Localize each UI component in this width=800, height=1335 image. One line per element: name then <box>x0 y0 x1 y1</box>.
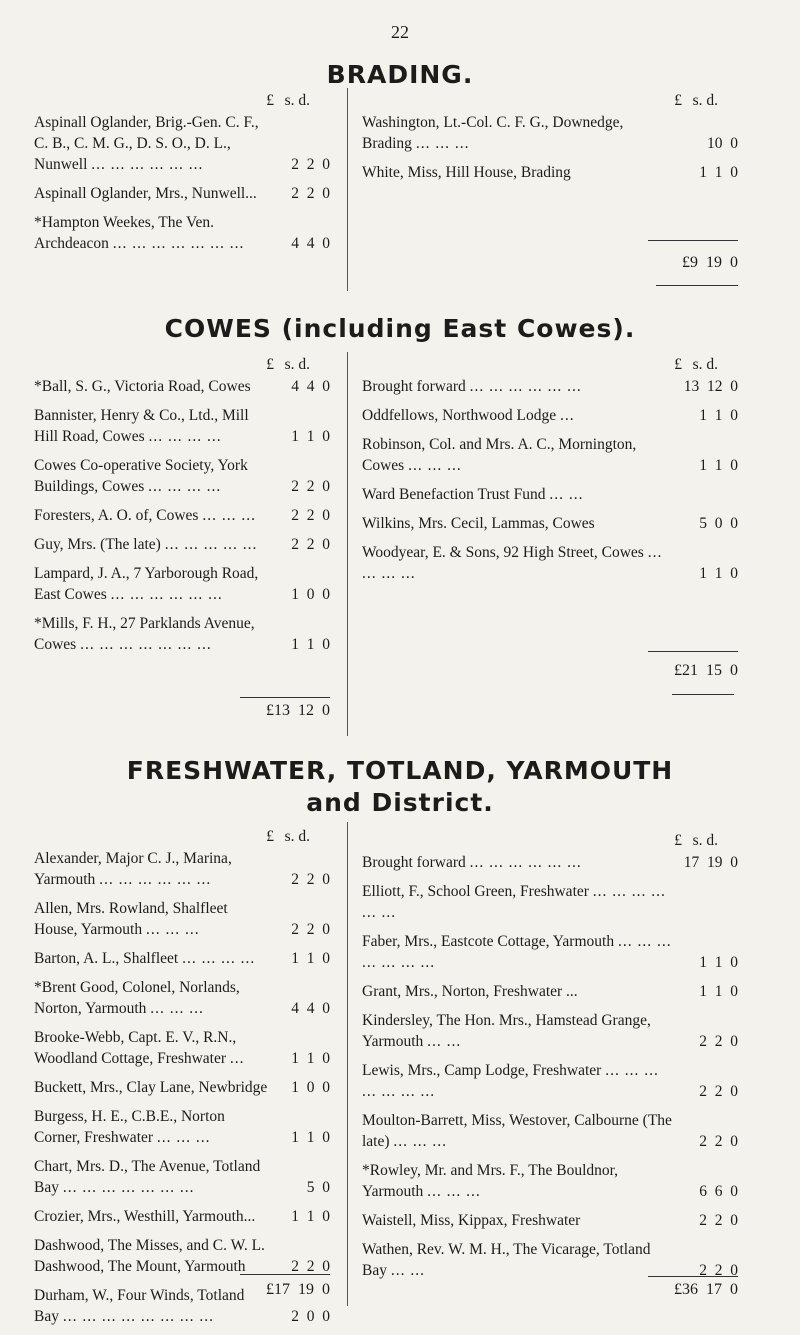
list-item <box>34 977 330 1019</box>
subscriber-name: Lewis, Mrs., Camp Lodge, Freshwater ... ... ... ... ... ... ... <box>362 1062 659 1100</box>
subscriber-name: *Rowley, Mr. and Mrs. F., The Bouldnor, Yarmouth ... ... ... <box>362 1162 619 1200</box>
subscriber-name: Kindersley, The Hon. Mrs., Hamstead Grange, Yarmouth ... ... <box>362 1012 651 1050</box>
list-item <box>362 931 738 973</box>
subscriber-name: Brought forward ... ... ... ... ... ... <box>362 854 582 871</box>
list-item <box>34 405 330 447</box>
leader-dots: ... ... ... ... ... ... ... <box>112 235 245 252</box>
list-item <box>362 1239 738 1281</box>
subscription-amount: 2 2 0 <box>699 1262 738 1279</box>
total-rule <box>648 240 738 241</box>
list-item <box>362 542 738 584</box>
subscriber-name: Bannister, Henry & Co., Ltd., Mill Hill Road, Cowes ... ... ... ... <box>34 407 249 445</box>
unit-shillings-pence: s. d. <box>284 828 310 845</box>
list-item <box>362 405 738 426</box>
list-item <box>34 1027 330 1069</box>
subscriber-name: Wathen, Rev. W. M. H., The Vicarage, Totland Bay ... ... <box>362 1241 651 1279</box>
subscriber-name: Faber, Mrs., Eastcote Cottage, Yarmouth ... ... ... ... ... ... ... <box>362 933 672 971</box>
subscriber-name: Brought forward ... ... ... ... ... ... <box>362 378 582 395</box>
leader-dots: ... ... ... <box>427 1183 481 1200</box>
list-item <box>362 852 738 873</box>
list-item <box>362 1160 738 1202</box>
subscription-amount: 2 2 0 <box>291 156 330 173</box>
unit-pound: £ <box>674 832 682 849</box>
brading-left-column <box>34 90 330 262</box>
column-units <box>34 354 330 376</box>
list-item <box>34 1156 330 1198</box>
leader-dots: ... ... ... ... ... <box>164 536 258 553</box>
subscriber-name: Dashwood, The Misses, and C. W. L. Dashwood, The Mount, Yarmouth <box>34 1237 265 1275</box>
list-item <box>34 505 330 526</box>
subscription-amount: 2 2 0 <box>291 185 330 202</box>
subscriber-name: Brooke-Webb, Capt. E. V., R.N., Woodland Cottage, Freshwater ... <box>34 1029 245 1067</box>
subscriber-name: Lampard, J. A., 7 Yarborough Road, East Cowes ... ... ... ... ... ... <box>34 565 259 603</box>
list-item <box>362 112 738 154</box>
subscription-amount: 2 2 0 <box>291 1258 330 1275</box>
leader-dots: ... ... ... <box>202 507 256 524</box>
subscriber-name: *Brent Good, Colonel, Norlands, Norton, Yarmouth ... ... ... <box>34 979 240 1017</box>
leader-dots: ... ... ... <box>145 921 200 938</box>
subscription-amount: 4 4 0 <box>291 378 330 395</box>
list-item <box>34 563 330 605</box>
subscription-amount: 2 2 0 <box>291 871 330 888</box>
leader-dots: ... ... ... ... ... ... <box>362 883 666 921</box>
subscription-amount: 1 1 0 <box>291 1050 330 1067</box>
subscription-amount: 1 0 0 <box>291 1079 330 1096</box>
list-item <box>34 376 330 397</box>
unit-shillings-pence: s. d. <box>692 356 718 373</box>
subscription-amount: 2 2 0 <box>699 1212 738 1229</box>
list-item <box>34 848 330 890</box>
column-units <box>362 830 738 852</box>
subscription-amount: 1 1 0 <box>291 1129 330 1146</box>
leader-dots: ... ... ... ... ... ... <box>110 586 223 603</box>
leader-dots: ... ... ... ... ... ... ... <box>362 933 672 971</box>
unit-shillings-pence: s. d. <box>284 356 310 373</box>
subscription-amount: 2 2 0 <box>699 1133 738 1150</box>
subscription-amount: 1 1 0 <box>699 565 738 582</box>
subscription-amount: 1 1 0 <box>699 983 738 1000</box>
subscriber-name: Alexander, Major C. J., Marina, Yarmouth ... ... ... ... ... ... <box>34 850 232 888</box>
leader-dots: ... ... ... ... <box>148 478 222 495</box>
subscriber-name: Waistell, Miss, Kippax, Freshwater <box>362 1212 581 1229</box>
subscriber-name: Chart, Mrs. D., The Avenue, Totland Bay ... ... ... ... ... ... ... <box>34 1158 261 1196</box>
subscription-amount: 4 4 0 <box>291 1000 330 1017</box>
unit-pound: £ <box>266 356 274 373</box>
total-rule <box>648 1276 738 1277</box>
column-divider <box>347 822 348 1306</box>
subscription-amount: 1 1 0 <box>699 457 738 474</box>
column-units <box>34 90 330 112</box>
column-units <box>34 826 330 848</box>
leader-dots: ... ... <box>427 1033 462 1050</box>
subscription-amount: 1 1 0 <box>699 407 738 424</box>
leader-dots: ... ... <box>549 486 584 503</box>
leader-dots: ... ... ... ... ... ... <box>99 871 212 888</box>
list-item <box>362 434 738 476</box>
list-item <box>34 613 330 655</box>
subscription-amount: 1 1 0 <box>699 954 738 971</box>
subscriber-name: Oddfellows, Northwood Lodge ... <box>362 407 575 424</box>
leader-dots: ... ... ... ... <box>148 428 222 445</box>
subscription-amount: 1 1 0 <box>291 1208 330 1225</box>
brading-right-column <box>362 90 738 191</box>
total-underline <box>672 694 734 695</box>
unit-pound: £ <box>266 92 274 109</box>
subscriber-name: Wilkins, Mrs. Cecil, Lammas, Cowes <box>362 515 595 532</box>
cowes-right-total: £21 15 0 <box>674 662 738 679</box>
column-divider <box>347 352 348 736</box>
leader-dots: ... ... ... ... ... ... ... <box>80 636 212 653</box>
list-item <box>34 534 330 555</box>
subscriber-name: Allen, Mrs. Rowland, Shalfleet House, Yarmouth ... ... ... <box>34 900 228 938</box>
cowes-left-total: £13 12 0 <box>266 702 330 719</box>
list-item <box>362 513 738 534</box>
subscriber-name: Washington, Lt.-Col. C. F. G., Downedge, Brading ... ... ... <box>362 114 624 152</box>
leader-dots: ... ... ... ... ... ... <box>469 378 582 395</box>
list-item <box>362 881 738 923</box>
subscription-amount: 13 12 0 <box>683 378 738 395</box>
subscriber-name: Buckett, Mrs., Clay Lane, Newbridge <box>34 1079 268 1096</box>
subscription-amount: 2 2 0 <box>699 1033 738 1050</box>
column-units <box>362 354 738 376</box>
subscription-amount: 1 1 0 <box>291 950 330 967</box>
leader-dots: ... ... ... <box>415 135 470 152</box>
subscriber-name: Aspinall Oglander, Brig.-Gen. C. F., C. B., C. M. G., D. S. O., D. L., Nunwell ... ... ... ... ... ... <box>34 114 259 173</box>
subscriber-name: Moulton-Barrett, Miss, Westover, Calbourne (The late) ... ... ... <box>362 1112 672 1150</box>
list-item <box>362 484 738 505</box>
subscription-amount: 2 0 0 <box>291 1308 330 1325</box>
subscriber-name: Woodyear, E. & Sons, 92 High Street, Cowes ... ... ... ... <box>362 544 663 582</box>
subscriber-name: Durham, W., Four Winds, Totland Bay ... ... ... ... ... ... ... ... <box>34 1287 245 1325</box>
list-item <box>34 1206 330 1227</box>
list-item <box>362 162 738 183</box>
subscription-amount: 4 4 0 <box>291 235 330 252</box>
list-item <box>34 1106 330 1148</box>
brading-total: £9 19 0 <box>682 254 738 271</box>
leader-dots: ... ... <box>390 1262 425 1279</box>
freshwater-left-total: £17 19 0 <box>266 1281 330 1298</box>
subscription-amount: 10 0 <box>707 135 738 152</box>
list-item <box>362 1110 738 1152</box>
leader-dots: ... ... ... ... ... ... <box>91 156 204 173</box>
subscription-amount: 2 2 0 <box>699 1083 738 1100</box>
list-item <box>34 948 330 969</box>
total-rule <box>240 1274 330 1275</box>
unit-shillings-pence: s. d. <box>692 92 718 109</box>
subscriber-name: *Mills, F. H., 27 Parklands Avenue, Cowes ... ... ... ... ... ... ... <box>34 615 255 653</box>
leader-dots: ... ... ... <box>408 457 462 474</box>
leader-dots: ... ... ... ... <box>182 950 256 967</box>
list-item <box>362 981 738 1002</box>
subscriber-name: Guy, Mrs. (The late) ... ... ... ... ... <box>34 536 258 553</box>
freshwater-right-column <box>362 830 738 1289</box>
section-title-cowes: COWES (including East Cowes). <box>164 314 636 343</box>
leader-dots: ... ... ... <box>150 1000 204 1017</box>
list-item <box>34 455 330 497</box>
leader-dots: ... ... ... <box>393 1133 448 1150</box>
subscriber-name: Aspinall Oglander, Mrs., Nunwell... <box>34 185 257 202</box>
subscription-amount: 2 2 0 <box>291 536 330 553</box>
list-item <box>34 212 330 254</box>
section-subtitle-district: and District. <box>306 788 494 817</box>
column-units <box>362 90 738 112</box>
leader-dots: ... ... ... ... <box>362 544 663 582</box>
leader-dots: ... ... ... ... ... ... <box>469 854 582 871</box>
subscriber-name: Burgess, H. E., C.B.E., Norton Corner, Freshwater ... ... ... <box>34 1108 225 1146</box>
leader-dots: ... ... ... ... ... ... ... <box>362 1062 659 1100</box>
list-item <box>34 112 330 175</box>
subscription-amount: 1 1 0 <box>291 428 330 445</box>
subscription-amount: 5 0 0 <box>699 515 738 532</box>
subscriber-name: Robinson, Col. and Mrs. A. C., Mornington, Cowes ... ... ... <box>362 436 637 474</box>
subscriber-name: Ward Benefaction Trust Fund ... ... <box>362 486 584 503</box>
list-item <box>362 1060 738 1102</box>
subscription-amount: 5 0 <box>306 1179 330 1196</box>
list-item <box>362 1210 738 1231</box>
cowes-left-column <box>34 354 330 663</box>
section-title-freshwater: FRESHWATER, TOTLAND, YARMOUTH <box>126 756 674 785</box>
leader-dots: ... ... ... <box>156 1129 211 1146</box>
list-item <box>362 376 738 397</box>
subscriber-name: *Hampton Weekes, The Ven. Archdeacon ... ... ... ... ... ... ... <box>34 214 245 252</box>
subscription-amount: 2 2 0 <box>291 478 330 495</box>
unit-pound: £ <box>674 356 682 373</box>
subscriber-name: Elliott, F., School Green, Freshwater ... ... ... ... ... ... <box>362 883 666 921</box>
total-rule <box>240 697 330 698</box>
unit-shillings-pence: s. d. <box>692 832 718 849</box>
leader-dots: ... ... ... ... ... ... ... ... <box>62 1308 214 1325</box>
list-item <box>362 1010 738 1052</box>
cowes-right-column <box>362 354 738 592</box>
list-item <box>34 1077 330 1098</box>
leader-dots: ... <box>229 1050 245 1067</box>
freshwater-right-total: £36 17 0 <box>674 1281 738 1298</box>
subscriber-name: Barton, A. L., Shalfleet ... ... ... ... <box>34 950 256 967</box>
subscription-amount: 1 1 0 <box>291 636 330 653</box>
subscription-amount: 2 2 0 <box>291 507 330 524</box>
total-rule <box>648 651 738 652</box>
subscription-amount: 1 0 0 <box>291 586 330 603</box>
section-title-brading: BRADING. <box>326 60 474 89</box>
unit-pound: £ <box>266 828 274 845</box>
subscriber-name: White, Miss, Hill House, Brading <box>362 164 571 181</box>
subscriber-name: Foresters, A. O. of, Cowes ... ... ... <box>34 507 256 524</box>
unit-shillings-pence: s. d. <box>284 92 310 109</box>
list-item <box>34 1235 330 1277</box>
list-item <box>34 898 330 940</box>
column-divider <box>347 88 348 291</box>
leader-dots: ... <box>560 407 575 424</box>
freshwater-left-column <box>34 826 330 1335</box>
unit-pound: £ <box>674 92 682 109</box>
list-item <box>34 183 330 204</box>
page-number: 22 <box>391 22 409 42</box>
subscription-amount: 2 2 0 <box>291 921 330 938</box>
subscription-amount: 1 1 0 <box>699 164 738 181</box>
subscriber-name: *Ball, S. G., Victoria Road, Cowes <box>34 378 251 395</box>
total-underline <box>656 285 738 286</box>
subscriber-name: Grant, Mrs., Norton, Freshwater ... <box>362 983 578 1000</box>
subscriber-name: Crozier, Mrs., Westhill, Yarmouth... <box>34 1208 256 1225</box>
leader-dots: ... ... ... ... ... ... ... <box>62 1179 195 1196</box>
subscription-amount: 6 6 0 <box>699 1183 738 1200</box>
subscription-amount: 17 19 0 <box>683 854 738 871</box>
subscriber-name: Cowes Co-operative Society, York Buildings, Cowes ... ... ... ... <box>34 457 248 495</box>
